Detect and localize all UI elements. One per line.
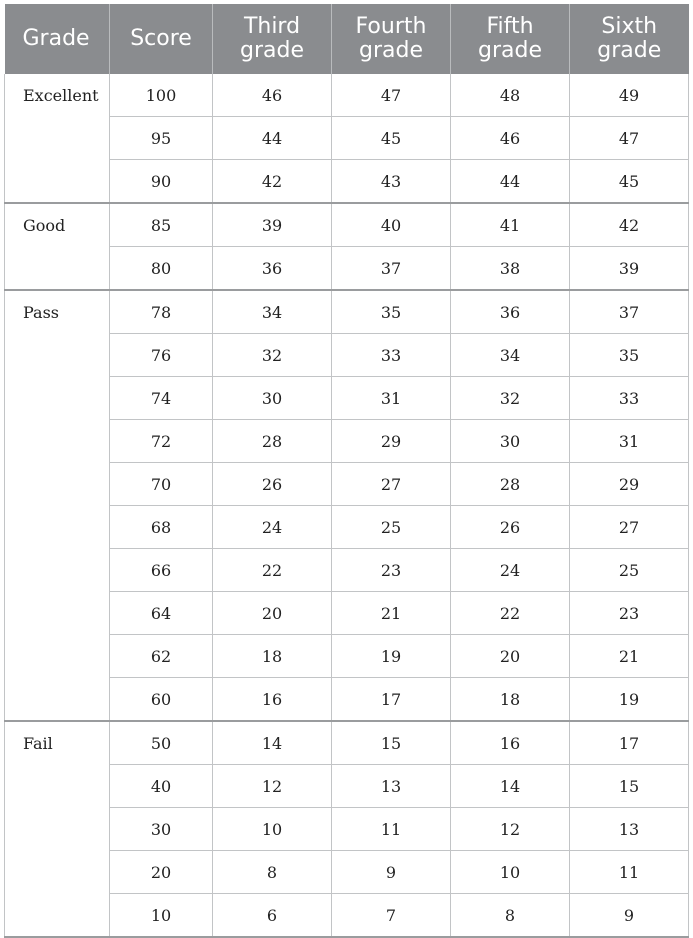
fifth-grade-cell: 44	[451, 160, 570, 204]
header-score-label: Score	[130, 26, 192, 51]
sixth-grade-cell: 15	[570, 765, 689, 808]
fifth-grade-cell: 30	[451, 420, 570, 463]
fifth-grade-cell: 38	[451, 247, 570, 291]
fourth-grade-cell: 7	[332, 894, 451, 938]
fifth-grade-cell: 41	[451, 203, 570, 247]
score-cell: 76	[110, 334, 213, 377]
fourth-grade-cell: 47	[332, 74, 451, 117]
table-row	[5, 74, 689, 117]
fifth-grade-cell: 46	[451, 117, 570, 160]
fifth-grade-cell: 28	[451, 463, 570, 506]
third-grade-cell: 30	[213, 377, 332, 420]
score-cell: 30	[110, 808, 213, 851]
fifth-grade-cell: 24	[451, 549, 570, 592]
header-sixth-line1: Sixth	[601, 14, 658, 39]
third-grade-cell: 28	[213, 420, 332, 463]
sixth-grade-cell: 35	[570, 334, 689, 377]
fourth-grade-cell: 29	[332, 420, 451, 463]
fifth-grade-cell: 14	[451, 765, 570, 808]
score-cell: 90	[110, 160, 213, 204]
sixth-grade-cell: 17	[570, 721, 689, 765]
fifth-grade-cell: 16	[451, 721, 570, 765]
sixth-grade-cell: 19	[570, 678, 689, 722]
fifth-grade-cell: 12	[451, 808, 570, 851]
fifth-grade-cell: 32	[451, 377, 570, 420]
score-cell: 20	[110, 851, 213, 894]
header-third-grade	[213, 4, 332, 74]
fifth-grade-cell: 18	[451, 678, 570, 722]
fifth-grade-cell: 22	[451, 592, 570, 635]
table-row	[5, 203, 689, 247]
header-fourth-line2: grade	[359, 38, 423, 63]
sixth-grade-cell: 23	[570, 592, 689, 635]
header-grade	[5, 4, 110, 74]
table-row	[5, 721, 689, 765]
header-third-line2: grade	[240, 38, 304, 63]
fourth-grade-cell: 15	[332, 721, 451, 765]
fourth-grade-cell: 13	[332, 765, 451, 808]
header-grade-label: Grade	[22, 26, 90, 51]
third-grade-cell: 24	[213, 506, 332, 549]
sixth-grade-cell: 37	[570, 290, 689, 334]
score-cell: 100	[110, 74, 213, 117]
sixth-grade-cell: 25	[570, 549, 689, 592]
fourth-grade-cell: 37	[332, 247, 451, 291]
third-grade-cell: 44	[213, 117, 332, 160]
third-grade-cell: 12	[213, 765, 332, 808]
table-body	[5, 74, 689, 937]
header-score	[110, 4, 213, 74]
header-fourth-line1: Fourth	[355, 14, 427, 39]
sixth-grade-cell: 27	[570, 506, 689, 549]
header-sixth-line2: grade	[597, 38, 662, 63]
score-cell: 72	[110, 420, 213, 463]
fourth-grade-cell: 43	[332, 160, 451, 204]
score-cell: 80	[110, 247, 213, 291]
sixth-grade-cell: 49	[570, 74, 689, 117]
sixth-grade-cell: 21	[570, 635, 689, 678]
third-grade-cell: 34	[213, 290, 332, 334]
third-grade-cell: 22	[213, 549, 332, 592]
score-cell: 64	[110, 592, 213, 635]
sixth-grade-cell: 13	[570, 808, 689, 851]
score-cell: 70	[110, 463, 213, 506]
fourth-grade-cell: 40	[332, 203, 451, 247]
third-grade-cell: 42	[213, 160, 332, 204]
fifth-grade-cell: 8	[451, 894, 570, 938]
fourth-grade-cell: 45	[332, 117, 451, 160]
third-grade-cell: 10	[213, 808, 332, 851]
third-grade-cell: 6	[213, 894, 332, 938]
sixth-grade-cell: 47	[570, 117, 689, 160]
fourth-grade-cell: 35	[332, 290, 451, 334]
score-cell: 74	[110, 377, 213, 420]
sixth-grade-cell: 42	[570, 203, 689, 247]
third-grade-cell: 36	[213, 247, 332, 291]
fifth-grade-cell: 36	[451, 290, 570, 334]
fourth-grade-cell: 9	[332, 851, 451, 894]
header-fifth-grade	[451, 4, 570, 74]
score-cell: 78	[110, 290, 213, 334]
third-grade-cell: 20	[213, 592, 332, 635]
fourth-grade-cell: 19	[332, 635, 451, 678]
fourth-grade-cell: 23	[332, 549, 451, 592]
table-header	[5, 4, 689, 74]
score-cell: 68	[110, 506, 213, 549]
score-cell: 62	[110, 635, 213, 678]
sixth-grade-cell: 33	[570, 377, 689, 420]
score-cell: 40	[110, 765, 213, 808]
fourth-grade-cell: 17	[332, 678, 451, 722]
fifth-grade-cell: 26	[451, 506, 570, 549]
score-cell: 85	[110, 203, 213, 247]
score-cell: 95	[110, 117, 213, 160]
third-grade-cell: 26	[213, 463, 332, 506]
sixth-grade-cell: 31	[570, 420, 689, 463]
fifth-grade-cell: 48	[451, 74, 570, 117]
sixth-grade-cell: 29	[570, 463, 689, 506]
sixth-grade-cell: 11	[570, 851, 689, 894]
score-cell: 50	[110, 721, 213, 765]
third-grade-cell: 14	[213, 721, 332, 765]
fourth-grade-cell: 27	[332, 463, 451, 506]
fourth-grade-cell: 11	[332, 808, 451, 851]
grade-cell: Fail	[5, 721, 110, 937]
header-fifth-line1: Fifth	[486, 14, 534, 39]
fourth-grade-cell: 25	[332, 506, 451, 549]
header-fifth-line2: grade	[478, 38, 542, 63]
fourth-grade-cell: 33	[332, 334, 451, 377]
third-grade-cell: 32	[213, 334, 332, 377]
grade-cell: Pass	[5, 290, 110, 721]
grade-cell: Excellent	[5, 74, 110, 203]
fifth-grade-cell: 20	[451, 635, 570, 678]
third-grade-cell: 39	[213, 203, 332, 247]
sixth-grade-cell: 39	[570, 247, 689, 291]
header-sixth-grade	[570, 4, 689, 74]
fifth-grade-cell: 10	[451, 851, 570, 894]
third-grade-cell: 8	[213, 851, 332, 894]
third-grade-cell: 46	[213, 74, 332, 117]
header-fourth-grade	[332, 4, 451, 74]
score-cell: 10	[110, 894, 213, 938]
fourth-grade-cell: 31	[332, 377, 451, 420]
sixth-grade-cell: 45	[570, 160, 689, 204]
third-grade-cell: 18	[213, 635, 332, 678]
fifth-grade-cell: 34	[451, 334, 570, 377]
grade-cell: Good	[5, 203, 110, 290]
sixth-grade-cell: 9	[570, 894, 689, 938]
table-row	[5, 290, 689, 334]
score-cell: 60	[110, 678, 213, 722]
header-third-line1: Third	[243, 14, 301, 39]
third-grade-cell: 16	[213, 678, 332, 722]
fourth-grade-cell: 21	[332, 592, 451, 635]
score-cell: 66	[110, 549, 213, 592]
grade-score-table	[4, 4, 689, 938]
header-row	[5, 4, 689, 74]
